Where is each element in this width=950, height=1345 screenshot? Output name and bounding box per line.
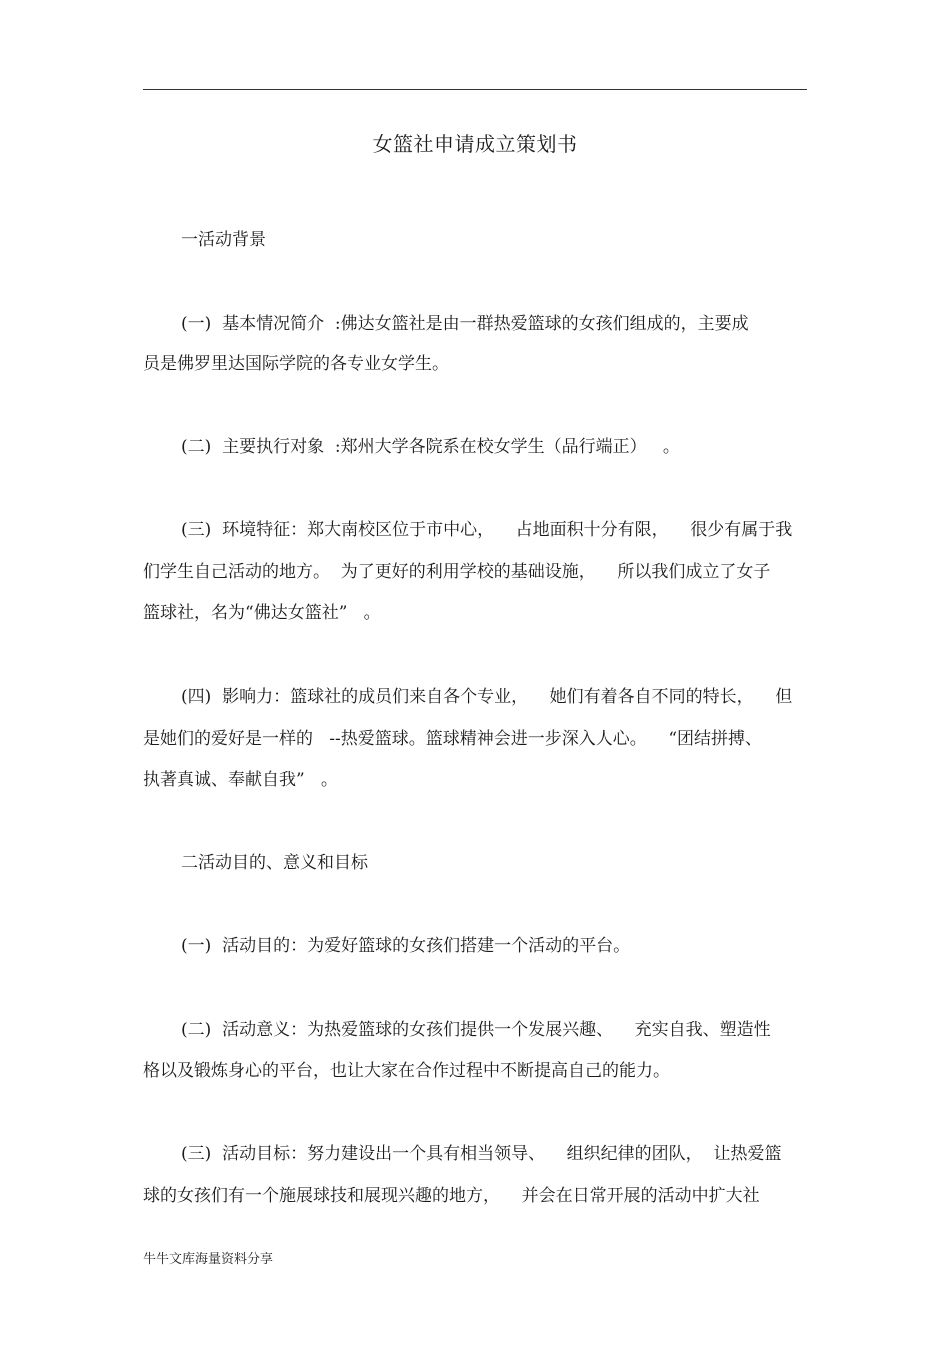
header-rule [143, 89, 807, 90]
paragraph-line: (二) 活动意义：为热爱篮球的女孩们提供一个发展兴趣、 充实自我、塑造性 [181, 1020, 771, 1040]
page-footer: 牛牛文库海量资料分享 [143, 1252, 274, 1267]
paragraph-line: 是她们的爱好是一样的 --热爱篮球。篮球精神会进一步深入人心。 “团结拼搏、 [143, 729, 763, 749]
paragraph-line: (一) 基本情况简介 :佛达女篮社是由一群热爱篮球的女孩们组成的，主要成 [181, 314, 749, 334]
section-heading-goals: 二活动目的、意义和目标 [181, 853, 368, 873]
paragraph-line: 员是佛罗里达国际学院的各专业女学生。 [143, 354, 449, 374]
paragraph-line: (二) 主要执行对象 :郑州大学各院系在校女学生（品行端正） 。 [181, 437, 680, 457]
document-title: 女篮社申请成立策划书 [372, 132, 578, 156]
paragraph-line: 格以及锻炼身心的平台，也让大家在合作过程中不断提高自己的能力。 [143, 1061, 670, 1081]
paragraph-line: (四) 影响力：篮球社的成员们来自各个专业， 她们有着各自不同的特长， 但 [181, 687, 793, 707]
paragraph-line: 篮球社，名为“佛达女篮社” 。 [143, 603, 381, 623]
paragraph-line: 们学生自己活动的地方。 为了更好的利用学校的基础设施， 所以我们成立了女子 [143, 562, 771, 582]
paragraph-line: (三) 活动目标：努力建设出一个具有相当领导、 组织纪律的团队， 让热爱篮 [181, 1144, 782, 1164]
section-heading-background: 一活动背景 [181, 230, 266, 250]
paragraph-line: (一) 活动目的：为爱好篮球的女孩们搭建一个活动的平台。 [181, 936, 631, 956]
paragraph-line: 执著真诚、奉献自我” 。 [143, 770, 338, 790]
paragraph-line: (三) 环境特征：郑大南校区位于市中心， 占地面积十分有限， 很少有属于我 [181, 520, 793, 540]
paragraph-line: 球的女孩们有一个施展球技和展现兴趣的地方， 并会在日常开展的活动中扩大社 [143, 1186, 760, 1206]
